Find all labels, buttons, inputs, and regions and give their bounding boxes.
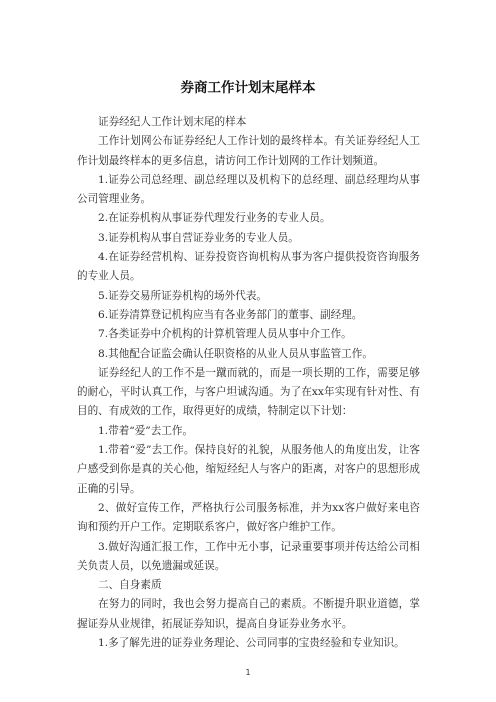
paragraph: 证券经纪人的工作不是一蹴而就的，而是一项长期的工作，需要足够的耐心，平时认真工作，与客户坦诚沟通。为了在xx年实现有针对性、有目的、有成效的工作，取得更好的成绩，特制定以下计划： xyxy=(77,366,420,418)
paragraph: 1.带着“爱”去工作。 xyxy=(98,424,194,437)
paragraph: 1.带着“爱”去工作。保持良好的礼貌，从服务他人的角度出发，让客户感受到你是真的关心他，缩短经纪人与客户的距离，对客户的思想形成正确的引导。 xyxy=(77,444,420,495)
paragraph: 在努力的同时，我也会努力提高自己的素质。不断提升职业道德，掌握证券从业规律，拓展证券知识，提高自身证券业务水平。 xyxy=(77,598,420,630)
paragraph: 证券经纪人工作计划末尾的样本 xyxy=(98,116,247,128)
paragraph: 4.在证券经营机构、证券投资咨询机构从事为客户提供投资咨询服务的专业人员。 xyxy=(77,251,420,283)
section-heading: 二、自身素质 xyxy=(98,579,162,592)
paragraph: 2.在证券机构从事证券代理发行业务的专业人员。 xyxy=(98,212,331,225)
paragraph: 5.证券交易所证券机构的场外代表。 xyxy=(98,289,268,302)
paragraph: 工作计划网公布证券经纪人工作计划的最终样本。有关证券经纪人工作计划最终样本的更多信息，请访问工作计划网的工作计划频道。 xyxy=(77,135,420,167)
paragraph: 3.做好沟通汇报工作，工作中无小事，记录重要事项并传达给公司相关负责人员，以免遗漏或延误。 xyxy=(77,540,420,572)
paragraph: 2、做好宣传工作，严格执行公司服务标准，并为xx客户做好来电咨询和预约开户工作。定期联系客户，做好客户维护工作。 xyxy=(77,501,420,534)
paragraph: 3.证券机构从事自营证券业务的专业人员。 xyxy=(98,231,299,244)
paragraph: 1.多了解先进的证券业务理论、公司同事的宝贵经验和专业知识。 xyxy=(98,637,405,650)
paragraph: 8.其他配合证监会确认任职资格的从业人员从事监管工作。 xyxy=(98,347,373,360)
document-body xyxy=(77,113,420,653)
page-number: 1 xyxy=(245,668,251,677)
paragraph: 7.各类证券中介机构的计算机管理人员从事中介工作。 xyxy=(98,328,352,341)
paragraph: 6.证券清算登记机构应当有各业务部门的董事、副经理。 xyxy=(98,308,363,321)
document-title: 券商工作计划末尾样本 xyxy=(180,80,316,96)
paragraph: 1.证券公司总经理、副总经理以及机构下的总经理、副总经理均从事公司管理业务。 xyxy=(77,173,420,206)
